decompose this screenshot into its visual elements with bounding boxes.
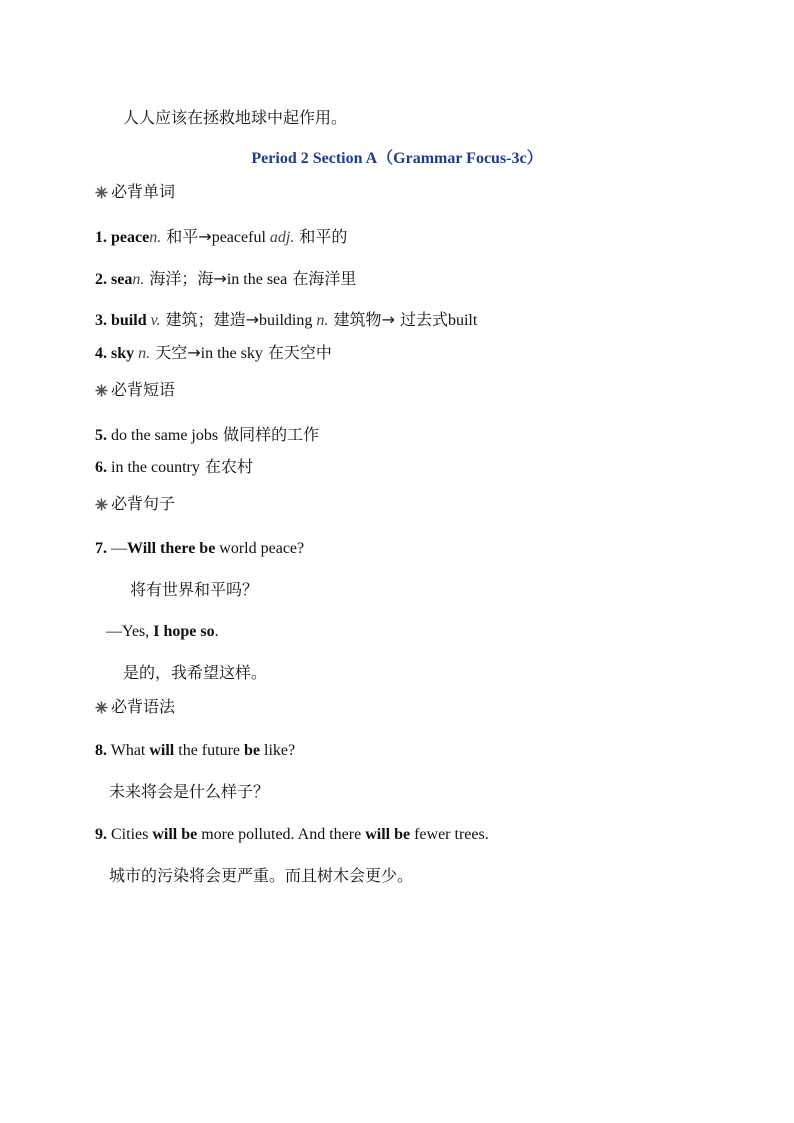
list-item-5 [95, 425, 319, 446]
item-number: 8. [95, 742, 107, 759]
meaning: 和平的 [294, 227, 348, 246]
sentence-text: Cities [107, 826, 153, 843]
sentence-text: . [214, 623, 219, 640]
flower-bullet-icon [95, 498, 108, 511]
translation-8: 未来将会是什么样子？ [109, 782, 270, 801]
meaning: 在天空中 [262, 343, 332, 362]
flower-bullet-icon [95, 701, 108, 714]
meaning: 在农村 [199, 457, 253, 476]
dash: — [111, 540, 127, 557]
list-item-3 [95, 310, 477, 331]
item-number: 3. [95, 312, 107, 329]
part-of-speech: n. [132, 271, 145, 288]
section-grammar-heading [95, 697, 175, 717]
translation-7: 将有世界和平吗？ [130, 580, 259, 599]
item-number: 4. [95, 345, 107, 362]
part-of-speech: n. [316, 312, 329, 329]
list-item-1 [95, 227, 347, 248]
key-word: will be [365, 826, 411, 843]
section-label: 必背单词 [111, 182, 176, 201]
key-word: will be [152, 826, 198, 843]
section-phrases-heading [95, 380, 175, 400]
item-number: 1. [95, 229, 107, 246]
meaning: 海洋；海→ [144, 269, 227, 288]
translation-9: 城市的污染将会更严重。而且树木会更少。 [109, 866, 414, 885]
sentence-text: like? [260, 742, 296, 759]
item-number: 2. [95, 271, 107, 288]
sentence-text: the future [174, 742, 244, 759]
list-item-9 [95, 825, 489, 845]
list-item-8 [95, 741, 295, 761]
past-tense: built [447, 312, 478, 329]
list-item-7 [95, 539, 304, 559]
sentence-text: —Yes, [106, 623, 154, 640]
derived-word: building [259, 312, 313, 329]
key-word: will [149, 742, 175, 759]
part-of-speech: adj. [269, 229, 295, 246]
flower-bullet-icon [95, 384, 108, 397]
section-label: 必背语法 [111, 697, 176, 716]
part-of-speech: n. [138, 345, 151, 362]
phrase: in the sea [226, 271, 288, 288]
meaning: 建筑物→ 过去式 [328, 310, 448, 329]
phrase: in the country [111, 459, 200, 476]
sentence-text: more polluted. And there [197, 826, 366, 843]
page-title: Period 2 Section A（Grammar Focus-3c） [251, 150, 543, 167]
list-item-6 [95, 457, 253, 478]
vocab-word: sky [111, 345, 135, 362]
list-item-2 [95, 269, 356, 290]
sentence-text: world peace? [215, 540, 305, 557]
item-number: 7. [95, 540, 107, 557]
item-number: 6. [95, 459, 107, 476]
meaning: 做同样的工作 [218, 425, 320, 444]
phrase: in the sky [200, 345, 263, 362]
part-of-speech: n. [149, 229, 162, 246]
flower-bullet-icon [95, 186, 108, 199]
key-phrase: I hope so [153, 623, 215, 640]
list-item-7-reply [106, 622, 219, 642]
section-sentences-heading [95, 494, 175, 514]
section-words-heading [95, 182, 175, 202]
meaning: 和平→ [161, 227, 212, 246]
translation-7-reply: 是的，我希望这样。 [123, 663, 268, 682]
vocab-word: sea [111, 271, 133, 288]
section-label: 必背短语 [111, 380, 176, 399]
derived-word: peaceful [211, 229, 266, 246]
phrase: do the same jobs [111, 427, 219, 444]
list-item-4 [95, 343, 332, 364]
item-number: 9. [95, 826, 107, 843]
key-word: be [244, 742, 260, 759]
meaning: 天空→ [150, 343, 201, 362]
key-phrase: Will there be [127, 540, 216, 557]
item-number: 5. [95, 427, 107, 444]
part-of-speech: v. [150, 312, 161, 329]
vocab-word: peace [111, 229, 150, 246]
intro-line: 人人应该在拯救地球中起作用。 [123, 108, 348, 127]
sentence-text: What [107, 742, 150, 759]
meaning: 在海洋里 [287, 269, 357, 288]
vocab-word: build [111, 312, 147, 329]
section-label: 必背句子 [111, 494, 176, 513]
sentence-text: fewer trees. [410, 826, 489, 843]
meaning: 建筑；建造→ [160, 310, 260, 329]
